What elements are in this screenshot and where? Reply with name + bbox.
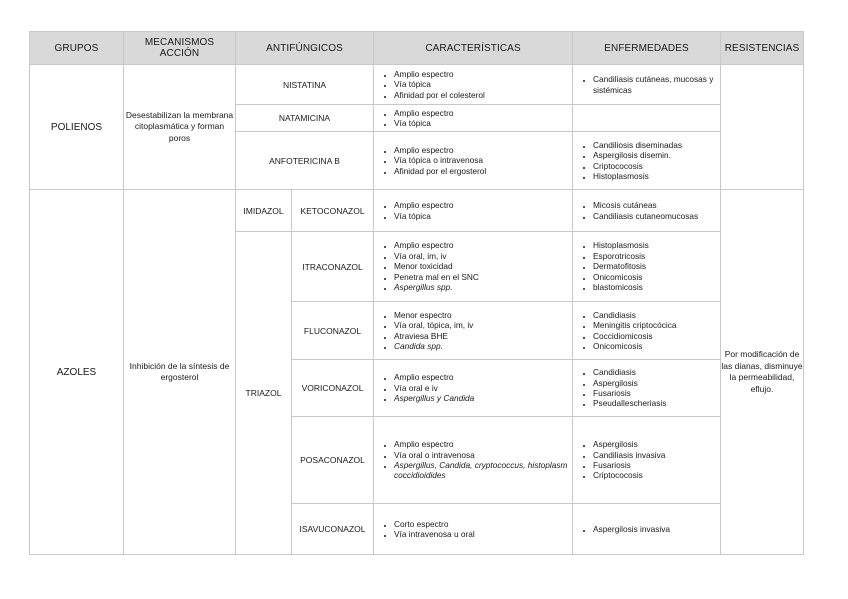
list-item: • Onicomicosis	[593, 272, 716, 282]
diseases-list	[573, 439, 720, 481]
list-item: • Vía tópica	[394, 79, 568, 89]
characteristics-list	[374, 108, 572, 129]
class-imidazol: IMIDAZOL	[236, 190, 292, 232]
list-item: • Aspergilosis	[593, 378, 716, 388]
characteristics-cell	[374, 302, 573, 360]
list-item: • Onicomicosis	[593, 341, 716, 351]
list-item: • Micosis cutáneas	[593, 200, 716, 210]
list-item: • Menor toxicidad	[394, 261, 568, 271]
diseases-list	[573, 240, 720, 292]
diseases-list	[573, 524, 720, 534]
diseases-list	[573, 74, 720, 95]
list-item: • Vía tópica	[394, 211, 568, 221]
characteristics-cell	[374, 105, 573, 132]
characteristics-cell	[374, 232, 573, 302]
characteristics-list	[374, 69, 572, 100]
list-item: • Vía oral e iv	[394, 383, 568, 393]
list-item: • Candiliasis cutáneas, mucosas y sistémicas	[593, 74, 716, 95]
list-item: • Amplio espectro	[394, 439, 568, 449]
diseases-cell	[573, 132, 721, 190]
diseases-list	[573, 310, 720, 352]
list-item: • Amplio espectro	[394, 108, 568, 118]
diseases-cell	[573, 417, 721, 504]
list-item: • Aspergilosis disemin.	[593, 150, 716, 160]
list-item: • blastomicosis	[593, 282, 716, 292]
list-item: • Candiliasis cutaneomucosas	[593, 211, 716, 221]
list-item: • Amplio espectro	[394, 69, 568, 79]
list-item: • Aspergillus spp.	[394, 282, 568, 292]
characteristics-cell	[374, 132, 573, 190]
header-caracteristicas: CARACTERÍSTICAS	[374, 32, 573, 65]
list-item: • Candida spp.	[394, 341, 568, 351]
characteristics-list	[374, 145, 572, 176]
characteristics-list	[374, 310, 572, 352]
list-item: • Pseudallescheriasis	[593, 398, 716, 408]
drug-nistatina: NISTATINA	[236, 65, 374, 105]
diseases-cell	[573, 232, 721, 302]
list-item: • Candidiasis	[593, 310, 716, 320]
list-item: • Menor espectro	[394, 310, 568, 320]
diseases-cell	[573, 65, 721, 105]
list-item: • Vía oral, tópica, im, iv	[394, 320, 568, 330]
characteristics-cell	[374, 504, 573, 555]
header-row	[30, 32, 804, 65]
class-triazol: TRIAZOL	[236, 232, 292, 555]
characteristics-list	[374, 200, 572, 221]
list-item: • Amplio espectro	[394, 200, 568, 210]
list-item: • Meningitis criptocócica	[593, 320, 716, 330]
list-item: • Vía oral, im, iv	[394, 251, 568, 261]
drug-posaconazol: POSACONAZOL	[292, 417, 374, 504]
list-item: • Vía tópica o intravenosa	[394, 155, 568, 165]
list-item: • Histoplasmosis	[593, 240, 716, 250]
list-item: • Aspergillus, Candida, cryptococcus, histoplasm coccidioidides	[394, 460, 568, 481]
list-item: • Amplio espectro	[394, 372, 568, 382]
list-item: • Vía intravenosa u oral	[394, 529, 568, 539]
list-item: • Candiliosis diseminadas	[593, 140, 716, 150]
group-polienos: POLIENOS	[30, 65, 124, 190]
list-item: • Afinidad por el colesterol	[394, 90, 568, 100]
drug-voriconazol: VORICONAZOL	[292, 360, 374, 417]
list-item: • Coccidiomicosis	[593, 331, 716, 341]
list-item: • Aspergillus y Candida	[394, 393, 568, 403]
drug-natamicina: NATAMICINA	[236, 105, 374, 132]
drug-fluconazol: FLUCONAZOL	[292, 302, 374, 360]
resistance-polienos	[721, 65, 804, 190]
diseases-cell	[573, 302, 721, 360]
drug-ketoconazol: KETOCONAZOL	[292, 190, 374, 232]
header-mecanismos: MECANISMOS ACCIÓN	[124, 32, 236, 65]
characteristics-cell	[374, 360, 573, 417]
header-antifungicos: ANTIFÚNGICOS	[236, 32, 374, 65]
header-enfermedades: ENFERMEDADES	[573, 32, 721, 65]
characteristics-cell	[374, 190, 573, 232]
list-item: • Amplio espectro	[394, 240, 568, 250]
mechanism-polienos: Desestabilizan la membrana citoplasmática y forman poros	[124, 65, 236, 190]
diseases-list	[573, 140, 720, 182]
drug-anfotericina-b: ANFOTERICINA B	[236, 132, 374, 190]
characteristics-list	[374, 240, 572, 292]
diseases-cell	[573, 105, 721, 132]
table-row	[30, 190, 804, 232]
diseases-cell	[573, 504, 721, 555]
list-item: • Aspergilosis invasiva	[593, 524, 716, 534]
diseases-cell	[573, 190, 721, 232]
list-item: • Esporotricosis	[593, 251, 716, 261]
characteristics-list	[374, 439, 572, 481]
list-item: • Vía oral o intravenosa	[394, 450, 568, 460]
list-item: • Criptococosis	[593, 470, 716, 480]
list-item: • Fusariosis	[593, 388, 716, 398]
resistance-azoles: Por modificación de las dianas, disminuye la permeabilidad, eflujo.	[721, 190, 804, 555]
characteristics-list	[374, 372, 572, 403]
characteristics-list	[374, 519, 572, 540]
list-item: • Aspergilosis	[593, 439, 716, 449]
list-item: • Amplio espectro	[394, 145, 568, 155]
list-item: • Corto espectro	[394, 519, 568, 529]
diseases-list	[573, 200, 720, 221]
list-item: • Fusariosis	[593, 460, 716, 470]
header-resistencias: RESISTENCIAS	[721, 32, 804, 65]
characteristics-cell	[374, 65, 573, 105]
mechanism-azoles: Inhibición de la síntesis de ergosterol	[124, 190, 236, 555]
antifungal-table	[29, 31, 804, 555]
list-item: • Dermatofitosis	[593, 261, 716, 271]
group-azoles: AZOLES	[30, 190, 124, 555]
diseases-list	[573, 367, 720, 409]
characteristics-cell	[374, 417, 573, 504]
list-item: • Criptococosis	[593, 161, 716, 171]
list-item: • Atraviesa BHE	[394, 331, 568, 341]
list-item: • Penetra mal en el SNC	[394, 272, 568, 282]
list-item: • Vía tópica	[394, 118, 568, 128]
list-item: • Candidiasis	[593, 367, 716, 377]
list-item: • Afinidad por el ergosterol	[394, 166, 568, 176]
drug-isavuconazol: ISAVUCONAZOL	[292, 504, 374, 555]
table-row	[30, 65, 804, 105]
header-grupos: GRUPOS	[30, 32, 124, 65]
list-item: • Candiliasis invasiva	[593, 450, 716, 460]
diseases-cell	[573, 360, 721, 417]
drug-itraconazol: ITRACONAZOL	[292, 232, 374, 302]
list-item: • Histoplasmosis	[593, 171, 716, 181]
